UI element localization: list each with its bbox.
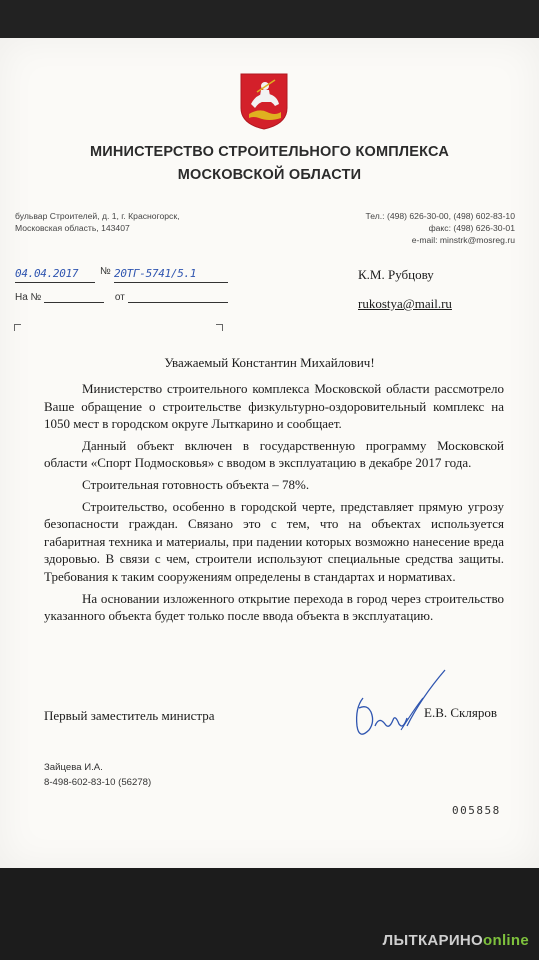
ministry-name-line1: МИНИСТЕРСТВО СТРОИТЕЛЬНОГО КОМПЛЕКСА: [89, 144, 449, 160]
corner-mark-right: [216, 324, 223, 331]
contact-email: e-mail: minstrk@mosreg.ru: [411, 235, 515, 245]
signatory-name: Е.В. Скляров: [424, 705, 497, 720]
address-line2: Московская область, 143407: [15, 223, 130, 233]
salutation: Уважаемый Константин Михайлович!: [164, 355, 375, 370]
letter-page: [0, 38, 539, 868]
contact-phone: Тел.: (498) 626-30-00, (498) 602-83-10: [365, 211, 515, 221]
address-line1: бульвар Строителей, д. 1, г. Красногорск,: [15, 211, 180, 221]
incoming-label-from: от: [114, 292, 125, 303]
executor-name: Зайцева И.А.: [44, 762, 103, 773]
letter-paragraph: Данный объект включен в государственную программу Московской области «Спорт Подмосковья» с вводом в эксплуатацию в декабре 2017 года.: [44, 437, 504, 471]
recipient-name: К.М. Рубцову: [358, 267, 434, 282]
site-watermark: [383, 932, 529, 949]
letter-body: [44, 380, 504, 629]
recipient-email: rukostya@mail.ru: [358, 296, 452, 311]
executor-phone: 8-498-602-83-10 (56278): [44, 777, 152, 788]
outgoing-date-field: [15, 264, 95, 283]
letter-paragraph: Строительная готовность объекта – 78%.: [82, 476, 310, 492]
watermark-part1: ЛЫТКАРИНО: [382, 932, 484, 949]
outgoing-number: 20ТГ-5741/5.1: [114, 267, 197, 280]
letter-paragraph: Министерство строительного комплекса Московской области рассмотрело Ваше обращение о строительстве физкультурно-оздоровительный комплекс на 1050 мест в городском округе Лыткарино и сообщает.: [44, 381, 504, 432]
coat-of-arms-emblem: [239, 72, 289, 130]
outgoing-number-sign: №: [100, 266, 111, 277]
outgoing-date: 04.04.2017: [15, 267, 79, 280]
ministry-contacts: [366, 210, 515, 246]
contact-fax: факс: (498) 626-30-01: [428, 223, 515, 233]
watermark-part2: online: [483, 932, 529, 949]
signatory-title: Первый заместитель министра: [44, 708, 215, 723]
letter-paragraph: На основании изложенного открытие перехода в город через строительство указанного объекта будет только после ввода объекта в эксплуатацию.: [44, 590, 504, 624]
executor-block: [44, 760, 151, 790]
incoming-label-on: На №: [15, 292, 42, 303]
incoming-ref: [15, 292, 228, 303]
top-bar: [0, 0, 539, 38]
outgoing-number-field: [114, 264, 228, 283]
incoming-number-line: [44, 302, 104, 303]
ministry-address: [15, 210, 180, 234]
incoming-date-line: [128, 302, 228, 303]
letter-paragraph: Строительство, особенно в городской черте, представляет прямую угрозу безопасности граждан. Связано это с тем, что на объектах используется габаритная техника и материалы, при падении которых возможно нанесение вреда здоровью. В связи с чем, строители используют специальные средства защиты. Требования к таким сооружениям определены в стандартах и нормативах.: [44, 498, 504, 584]
document-serial-number: 005858: [452, 804, 501, 817]
corner-mark-left: [14, 324, 21, 331]
ministry-name-line2: МОСКОВСКОЙ ОБЛАСТИ: [177, 167, 362, 183]
